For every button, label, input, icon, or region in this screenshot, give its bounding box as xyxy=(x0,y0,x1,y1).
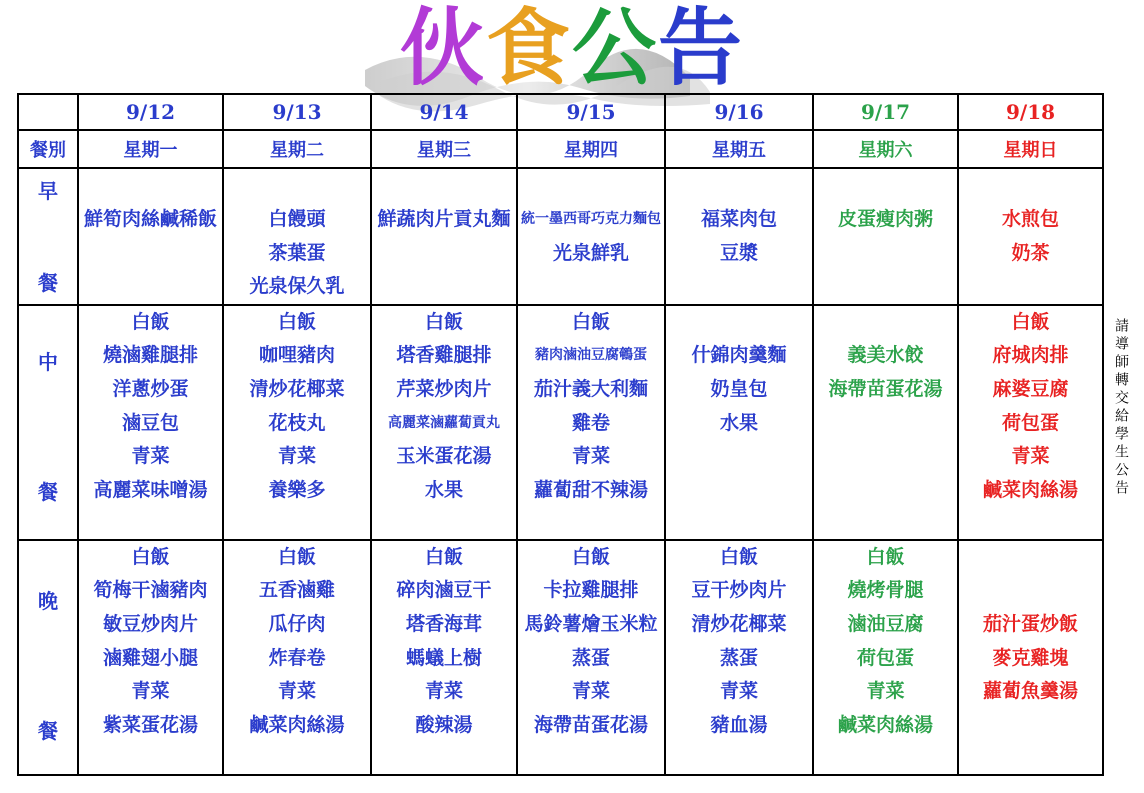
menu-cell xyxy=(958,540,1103,775)
menu-items xyxy=(79,169,222,237)
menu-cell xyxy=(78,540,223,775)
menu-item: 海帶苗蛋花湯 xyxy=(828,377,943,400)
weekday-cell: 星期六 xyxy=(813,130,958,168)
menu-item: 光泉保久乳 xyxy=(249,275,345,298)
menu-item: 白飯 xyxy=(424,545,463,568)
menu-cell xyxy=(223,540,371,775)
date-row xyxy=(18,94,1103,130)
menu-item: 鹹菜肉絲湯 xyxy=(982,478,1078,501)
menu-cell xyxy=(813,540,958,775)
menu-item: 什錦肉羹麵 xyxy=(691,344,787,367)
menu-item: 青菜 xyxy=(866,680,905,703)
menu-cell xyxy=(517,540,665,775)
menu-items xyxy=(814,306,957,407)
menu-cell xyxy=(371,540,517,775)
menu-item: 青菜 xyxy=(424,680,463,703)
menu-item: 荷包蛋 xyxy=(856,646,914,669)
breakfast-row xyxy=(18,168,1103,305)
menu-item: 水煎包 xyxy=(1001,208,1059,230)
menu-item: 敏豆炒肉片 xyxy=(102,612,198,635)
menu-item: 皮蛋瘦肉粥 xyxy=(837,208,933,230)
menu-item: 豬肉滷油豆腐鵪蛋 xyxy=(535,347,647,364)
menu-item: 青菜 xyxy=(571,445,610,468)
title-char: 告 xyxy=(658,0,745,97)
menu-items xyxy=(79,541,222,743)
menu-item: 滷油豆腐 xyxy=(847,612,924,635)
menu-item: 滷豆包 xyxy=(121,411,179,434)
menu-item: 白飯 xyxy=(424,310,463,333)
date-cell: 9/14 xyxy=(371,94,517,130)
menu-items xyxy=(814,541,957,743)
menu-item: 白飯 xyxy=(277,545,316,568)
menu-item: 養樂多 xyxy=(268,478,326,501)
menu-items xyxy=(666,306,812,440)
lunch-label xyxy=(18,305,78,540)
menu-cell xyxy=(78,168,223,305)
page-title xyxy=(400,0,745,97)
menu-cell xyxy=(371,168,517,305)
menu-item: 豬血湯 xyxy=(710,713,768,736)
menu-item: 豆漿 xyxy=(719,241,758,264)
meal-type-header: 餐別 xyxy=(18,130,78,168)
menu-item: 麥克雞塊 xyxy=(992,646,1069,669)
menu-cell xyxy=(958,305,1103,540)
menu-item: 紫菜蛋花湯 xyxy=(102,713,198,736)
menu-item: 咖哩豬肉 xyxy=(258,344,335,367)
menu-items xyxy=(224,541,370,743)
meal-label-top: 中 xyxy=(38,349,58,374)
menu-cell xyxy=(371,305,517,540)
menu-item: 白飯 xyxy=(131,310,170,333)
menu-item: 滷雞翅小腿 xyxy=(102,646,198,669)
meal-label-top: 晚 xyxy=(38,588,58,613)
menu-item: 筍梅干滷豬肉 xyxy=(93,579,208,602)
menu-items xyxy=(224,306,370,508)
title-char: 食 xyxy=(486,0,573,97)
weekday-row xyxy=(18,130,1103,168)
menu-item: 塔香雞腿排 xyxy=(396,344,492,367)
menu-item: 光泉鮮乳 xyxy=(552,241,629,264)
menu-item: 奶皇包 xyxy=(710,377,768,400)
menu-item: 白飯 xyxy=(719,545,758,568)
menu-items xyxy=(959,541,1102,709)
menu-item: 荷包蛋 xyxy=(1001,411,1059,434)
menu-item: 清炒花椰菜 xyxy=(249,377,345,400)
menu-item: 高麗菜滷蘿蔔貢丸 xyxy=(388,414,500,431)
title-char: 伙 xyxy=(400,0,487,97)
menu-item: 酸辣湯 xyxy=(415,713,473,736)
dinner-label xyxy=(18,540,78,775)
menu-items xyxy=(666,169,812,270)
date-cell: 9/16 xyxy=(665,94,813,130)
menu-item: 青菜 xyxy=(571,680,610,703)
menu-item: 高麗菜味噌湯 xyxy=(93,478,208,501)
dinner-row xyxy=(18,540,1103,775)
menu-items xyxy=(79,306,222,508)
weekday-cell: 星期三 xyxy=(371,130,517,168)
date-cell: 9/12 xyxy=(78,94,223,130)
menu-item: 白飯 xyxy=(571,310,610,333)
breakfast-label xyxy=(18,168,78,305)
menu-cell xyxy=(223,305,371,540)
menu-item: 水果 xyxy=(719,411,758,434)
menu-item: 白飯 xyxy=(571,545,610,568)
menu-item: 花枝丸 xyxy=(268,411,326,434)
menu-item: 白飯 xyxy=(131,545,170,568)
menu-item: 茄汁蛋炒飯 xyxy=(982,612,1078,635)
menu-item: 海帶苗蛋花湯 xyxy=(533,713,648,736)
menu-cell xyxy=(517,168,665,305)
menu-item: 鹹菜肉絲湯 xyxy=(837,713,933,736)
menu-items xyxy=(518,306,664,508)
menu-item: 螞蟻上樹 xyxy=(405,646,482,669)
menu-item: 蘿蔔甜不辣湯 xyxy=(533,478,648,501)
date-cell: 9/17 xyxy=(813,94,958,130)
menu-item: 義美水餃 xyxy=(847,344,924,367)
weekday-cell: 星期一 xyxy=(78,130,223,168)
menu-item: 塔香海茸 xyxy=(405,612,482,635)
menu-item xyxy=(959,541,1102,575)
lunch-row xyxy=(18,305,1103,540)
menu-item: 青菜 xyxy=(131,680,170,703)
title-char: 公 xyxy=(572,0,659,97)
menu-items xyxy=(224,169,370,304)
weekday-cell: 星期五 xyxy=(665,130,813,168)
menu-item: 鮮蔬肉片貢丸麵 xyxy=(377,208,511,230)
menu-item: 洋蔥炒蛋 xyxy=(112,377,189,400)
menu-cell xyxy=(78,305,223,540)
menu-item: 馬鈴薯燴玉米粒 xyxy=(524,612,658,635)
menu-item: 白飯 xyxy=(866,545,905,568)
menu-item: 燒烤骨腿 xyxy=(847,579,924,602)
menu-table xyxy=(17,93,1104,776)
menu-item: 燒滷雞腿排 xyxy=(102,344,198,367)
menu-item: 統一墨西哥巧克力麵包 xyxy=(521,211,661,227)
menu-item: 青菜 xyxy=(131,445,170,468)
date-cell: 9/18 xyxy=(958,94,1103,130)
corner-cell xyxy=(18,94,78,130)
date-cell: 9/13 xyxy=(223,94,371,130)
menu-cell xyxy=(665,305,813,540)
menu-item: 福菜肉包 xyxy=(700,208,777,230)
menu-cell xyxy=(223,168,371,305)
menu-item: 府城肉排 xyxy=(992,344,1069,367)
menu-item: 卡拉雞腿排 xyxy=(543,579,639,602)
menu-item: 玉米蛋花湯 xyxy=(396,445,492,468)
menu-item: 青菜 xyxy=(277,680,316,703)
menu-item: 蒸蛋 xyxy=(719,646,758,669)
menu-cell xyxy=(813,168,958,305)
menu-cell xyxy=(665,540,813,775)
menu-items xyxy=(959,169,1102,270)
menu-items xyxy=(372,169,516,237)
menu-item: 瓜仔肉 xyxy=(268,612,326,635)
menu-cell xyxy=(813,305,958,540)
menu-cell xyxy=(517,305,665,540)
menu-item: 蒸蛋 xyxy=(571,646,610,669)
menu-cell xyxy=(665,168,813,305)
menu-items xyxy=(518,169,664,270)
meal-label-top: 早 xyxy=(38,179,58,203)
menu-item xyxy=(959,574,1102,608)
menu-item: 青菜 xyxy=(1011,445,1050,468)
menu-item: 茄汁義大利麵 xyxy=(533,377,648,400)
menu-item: 鹹菜肉絲湯 xyxy=(249,713,345,736)
menu-item: 雞卷 xyxy=(571,411,610,434)
menu-item: 麻婆豆腐 xyxy=(992,377,1069,400)
menu-item: 奶茶 xyxy=(1011,241,1050,264)
menu-item: 白飯 xyxy=(277,310,316,333)
menu-items xyxy=(372,306,516,508)
menu-items xyxy=(372,541,516,743)
menu-item: 蘿蔔魚羹湯 xyxy=(982,680,1078,703)
weekday-cell: 星期四 xyxy=(517,130,665,168)
menu-item: 水果 xyxy=(424,478,463,501)
side-note: 請導師轉交給學生公告 xyxy=(1113,318,1129,498)
menu-item: 青菜 xyxy=(719,680,758,703)
menu-item: 清炒花椰菜 xyxy=(691,612,787,635)
menu-item: 白饅頭 xyxy=(268,208,326,230)
menu-items xyxy=(959,306,1102,508)
date-cell: 9/15 xyxy=(517,94,665,130)
menu-item: 五香滷雞 xyxy=(258,579,335,602)
menu-item: 豆干炒肉片 xyxy=(691,579,787,602)
weekday-cell: 星期日 xyxy=(958,130,1103,168)
meal-label-bottom: 餐 xyxy=(38,270,58,295)
menu-item xyxy=(666,306,812,340)
menu-item: 碎肉滷豆干 xyxy=(396,579,492,602)
meal-label-bottom: 餐 xyxy=(38,479,58,504)
menu-item xyxy=(814,306,957,340)
menu-item: 青菜 xyxy=(277,445,316,468)
menu-item: 茶葉蛋 xyxy=(268,241,326,264)
menu-item: 白飯 xyxy=(1011,310,1050,333)
menu-item: 鮮筍肉絲鹹稀飯 xyxy=(83,208,217,230)
menu-cell xyxy=(958,168,1103,305)
menu-items xyxy=(666,541,812,743)
menu-items xyxy=(814,169,957,237)
weekday-cell: 星期二 xyxy=(223,130,371,168)
menu-item: 炸春卷 xyxy=(268,646,326,669)
menu-item: 芹菜炒肉片 xyxy=(396,377,492,400)
menu-items xyxy=(518,541,664,743)
meal-label-bottom: 餐 xyxy=(38,718,58,743)
